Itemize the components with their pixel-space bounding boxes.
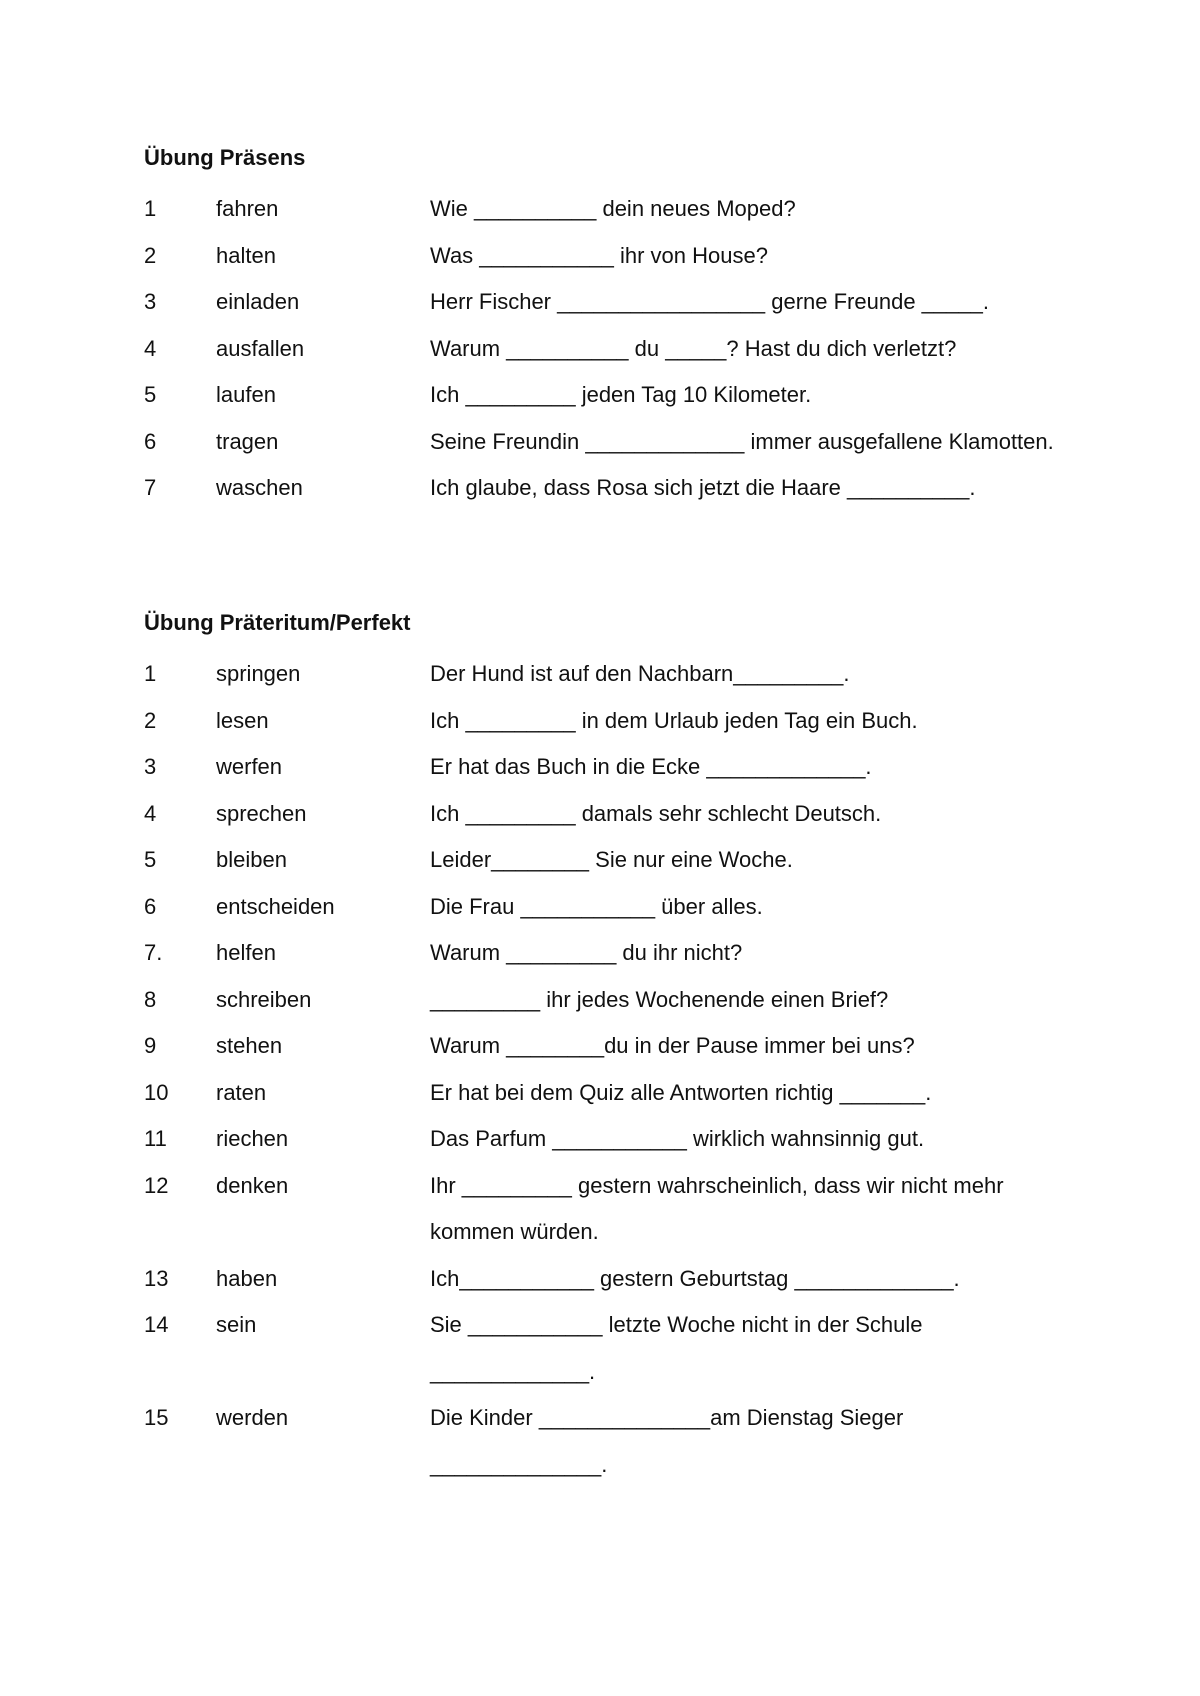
exercise-verb: laufen <box>216 382 276 407</box>
exercise-verb: helfen <box>216 940 276 965</box>
exercise-sentence: _________ ihr jedes Wochenende einen Brief? <box>430 986 889 1012</box>
exercise-sentence: Wie __________ dein neues Moped? <box>430 196 796 221</box>
exercise-number: 5 <box>144 847 157 872</box>
exercise-row <box>144 233 1094 280</box>
exercise-sentence: Leider________ Sie nur eine Woche. <box>430 847 793 872</box>
exercise-verb: raten <box>216 1079 267 1105</box>
exercise-number: 6 <box>144 893 157 919</box>
exercise-number: 9 <box>144 1033 157 1058</box>
exercise-row <box>144 791 1094 838</box>
exercise-sentence: Er hat das Buch in die Ecke _____________. <box>430 754 872 779</box>
exercise-verb: denken <box>216 1172 289 1198</box>
exercise-sentence: Ich _________ damals sehr schlecht Deutsch. <box>430 800 882 826</box>
exercise-sentence: Ich _________ in dem Urlaub jeden Tag ein Buch. <box>430 707 918 733</box>
section-title: Übung Präsens <box>144 145 306 170</box>
exercise-row <box>144 884 1094 931</box>
exercise-number: 6 <box>144 428 157 454</box>
exercise-sentence: Ich glaube, dass Rosa sich jetzt die Haare __________. <box>430 475 976 500</box>
exercise-sentence: Das Parfum ___________ wirklich wahnsinnig gut. <box>430 1126 925 1151</box>
section-praesens <box>144 140 1094 512</box>
exercise-sentence: Der Hund ist auf den Nachbarn_________. <box>430 661 850 686</box>
exercise-row <box>144 1163 1094 1256</box>
exercise-sentence: Ihr _________ gestern wahrscheinlich, dass wir nicht mehr kommen würden. <box>430 1172 1010 1244</box>
exercise-number: 1 <box>144 196 157 221</box>
exercise-verb: fahren <box>216 196 279 221</box>
exercise-number: 2 <box>144 707 157 733</box>
exercise-number: 12 <box>144 1172 169 1198</box>
exercise-row <box>144 372 1094 419</box>
exercise-number: 7. <box>144 940 163 965</box>
exercise-row <box>144 1070 1094 1117</box>
exercise-number: 4 <box>144 800 157 826</box>
exercise-number: 2 <box>144 242 157 268</box>
exercise-sentence: Herr Fischer _________________ gerne Freunde _____. <box>430 289 989 314</box>
exercise-verb: einladen <box>216 289 300 314</box>
exercise-verb: haben <box>216 1265 278 1291</box>
exercise-row <box>144 698 1094 745</box>
exercise-verb: lesen <box>216 707 269 733</box>
exercise-row <box>144 744 1094 791</box>
exercise-row <box>144 837 1094 884</box>
exercise-number: 7 <box>144 475 157 500</box>
exercise-number: 13 <box>144 1265 169 1291</box>
exercise-row <box>144 1395 1094 1488</box>
exercise-verb: entscheiden <box>216 893 335 919</box>
exercise-number: 8 <box>144 986 157 1012</box>
exercise-number: 4 <box>144 335 157 361</box>
exercise-verb: werden <box>216 1405 289 1430</box>
exercise-sentence: Warum ________du in der Pause immer bei uns? <box>430 1033 915 1058</box>
exercise-number: 1 <box>144 661 157 686</box>
exercise-number: 11 <box>144 1126 167 1151</box>
exercise-number: 3 <box>144 289 157 314</box>
exercise-row <box>144 326 1094 373</box>
exercise-number: 5 <box>144 382 157 407</box>
exercise-row <box>144 977 1094 1024</box>
exercise-row <box>144 1116 1094 1163</box>
exercise-verb: schreiben <box>216 986 312 1012</box>
exercise-row <box>144 419 1094 466</box>
exercise-row <box>144 930 1094 977</box>
exercise-verb: springen <box>216 661 301 686</box>
exercise-verb: sein <box>216 1312 257 1337</box>
exercise-verb: tragen <box>216 428 279 454</box>
exercise-sentence: Was ___________ ihr von House? <box>430 242 768 268</box>
exercise-row <box>144 651 1094 698</box>
exercise-verb: halten <box>216 242 276 268</box>
exercise-verb: stehen <box>216 1033 283 1058</box>
exercise-row <box>144 1023 1094 1070</box>
exercise-verb: bleiben <box>216 847 287 872</box>
exercise-number: 15 <box>144 1405 169 1430</box>
exercise-row <box>144 186 1094 233</box>
exercise-row <box>144 279 1094 326</box>
exercise-sentence: Sie ___________ letzte Woche nicht in der Schule _____________. <box>430 1312 929 1384</box>
exercise-sentence: Die Frau ___________ über alles. <box>430 893 763 919</box>
exercise-sentence: Die Kinder ______________am Dienstag Sieger ______________. <box>430 1405 910 1477</box>
exercise-sentence: Warum __________ du _____? Hast du dich verletzt? <box>430 335 957 361</box>
exercise-row <box>144 1302 1094 1395</box>
exercise-verb: werfen <box>216 754 283 779</box>
exercise-sentence: Ich _________ jeden Tag 10 Kilometer. <box>430 382 812 407</box>
exercise-number: 14 <box>144 1312 169 1337</box>
exercise-verb: sprechen <box>216 800 307 826</box>
exercise-row <box>144 465 1094 512</box>
exercise-sentence: Warum _________ du ihr nicht? <box>430 940 743 965</box>
exercise-number: 10 <box>144 1079 169 1105</box>
exercise-sentence: Er hat bei dem Quiz alle Antworten richtig _______. <box>430 1079 932 1105</box>
exercise-verb: riechen <box>216 1126 289 1151</box>
exercise-row <box>144 1256 1094 1303</box>
exercise-verb: ausfallen <box>216 335 305 361</box>
exercise-sentence: Ich___________ gestern Geburtstag _____________. <box>430 1265 960 1291</box>
section-praeteritum-perfekt <box>144 605 1094 1488</box>
exercise-number: 3 <box>144 754 157 779</box>
exercise-verb: waschen <box>216 475 303 500</box>
exercise-sentence: Seine Freundin _____________ immer ausgefallene Klamotten. <box>430 428 1054 454</box>
section-title: Übung Präteritum/Perfekt <box>144 610 411 635</box>
